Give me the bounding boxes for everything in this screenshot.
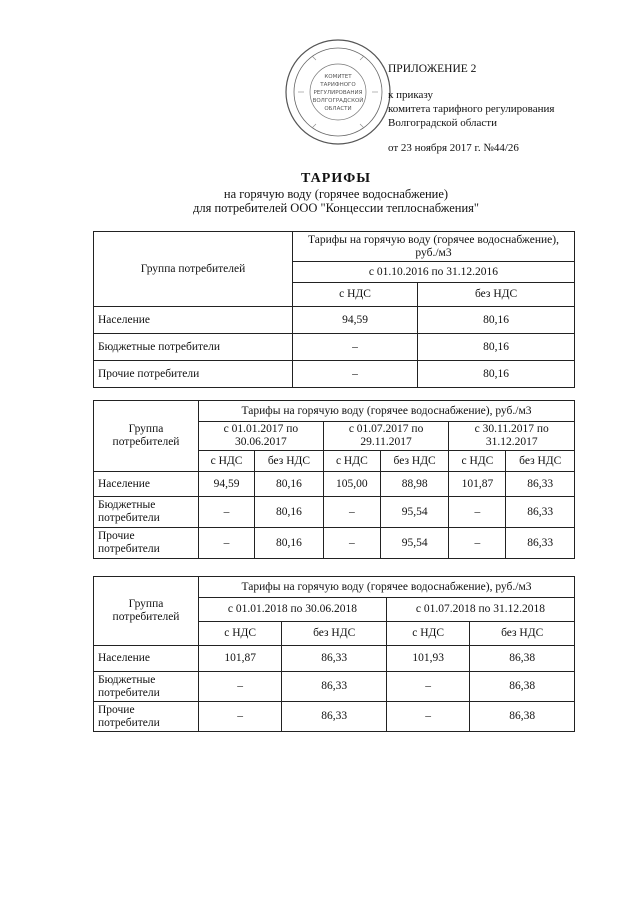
value-cell: – [199, 672, 282, 702]
value-cell: 95,54 [380, 528, 448, 559]
table-row [94, 307, 575, 334]
without-vat-header: без НДС [506, 451, 575, 472]
group-name: Бюджетные потребители [94, 672, 199, 702]
table-row [94, 361, 575, 388]
value-cell: 80,16 [418, 307, 575, 334]
without-vat-header: без НДС [418, 283, 575, 307]
period-header: с 01.01.2018 по 30.06.2018 [199, 598, 387, 622]
value-cell: 94,59 [199, 472, 255, 497]
seal-text-3: ВОЛГОГРАДСКОЙ [312, 98, 364, 104]
period-header: с 01.01.2017 по 30.06.2017 [199, 422, 324, 451]
table-row [94, 497, 575, 528]
value-cell: 86,33 [506, 472, 575, 497]
value-cell: 80,16 [255, 528, 324, 559]
tariff-header: Тарифы на горячую воду (горячее водоснабжение), руб./м3 [199, 401, 575, 422]
group-name: Прочие потребители [94, 528, 199, 559]
value-cell: 88,98 [380, 472, 448, 497]
tariff-table-2017 [93, 400, 575, 559]
value-cell: – [293, 334, 418, 361]
seal-graphic [282, 36, 394, 148]
value-cell: 86,33 [282, 702, 387, 732]
value-cell: 101,87 [449, 472, 506, 497]
seal-text-0: КОМИТЕТ [324, 74, 352, 80]
heading-line-2: для потребителей ООО "Концессии теплоснабжения" [192, 201, 480, 215]
group-name: Население [94, 646, 199, 672]
seal-text-4: ОБЛАСТИ [324, 106, 352, 112]
appendix-title: ПРИЛОЖЕНИЕ 2 [388, 63, 477, 75]
group-name: Прочие потребители [94, 361, 293, 388]
table-row [94, 472, 575, 497]
value-cell: – [386, 672, 469, 702]
official-seal [282, 36, 394, 148]
tariff-table-2018 [93, 576, 575, 732]
period-header: с 30.11.2017 по 31.12.2017 [449, 422, 575, 451]
value-cell: – [199, 497, 255, 528]
appendix-line-2: комитета тарифного регулирования [388, 103, 555, 115]
without-vat-header: без НДС [255, 451, 324, 472]
value-cell: 86,38 [470, 702, 575, 732]
with-vat-header: с НДС [386, 622, 469, 646]
with-vat-header: с НДС [323, 451, 380, 472]
appendix-line-3: Волгоградской области [388, 117, 497, 129]
value-cell: 80,16 [418, 361, 575, 388]
value-cell: 80,16 [255, 497, 324, 528]
without-vat-header: без НДС [380, 451, 448, 472]
table-row [94, 334, 575, 361]
value-cell: – [323, 528, 380, 559]
value-cell: 86,38 [470, 646, 575, 672]
group-name: Прочие потребители [94, 702, 199, 732]
value-cell: 101,93 [386, 646, 469, 672]
value-cell: 80,16 [418, 334, 575, 361]
table-row [94, 702, 575, 732]
appendix-date: от 23 ноября 2017 г. №44/26 [388, 142, 519, 154]
with-vat-header: с НДС [199, 622, 282, 646]
group-name: Бюджетные потребители [94, 497, 199, 528]
seal-text-1: ТАРИФНОГО [320, 82, 356, 88]
tariff-header: Тарифы на горячую воду (горячее водоснабжение), руб./м3 [199, 577, 575, 598]
period-header: с 01.07.2017 по 29.11.2017 [323, 422, 449, 451]
heading-line-1: на горячую воду (горячее водоснабжение) [223, 187, 449, 201]
value-cell: 80,16 [255, 472, 324, 497]
value-cell: – [449, 497, 506, 528]
value-cell: – [199, 702, 282, 732]
tariff-table-2016 [93, 231, 575, 388]
with-vat-header: с НДС [293, 283, 418, 307]
period-header: с 01.10.2016 по 31.12.2016 [293, 262, 575, 283]
value-cell: 101,87 [199, 646, 282, 672]
table-row [94, 528, 575, 559]
group-header: Группа потребителей [94, 232, 293, 307]
period-header: с 01.07.2018 по 31.12.2018 [386, 598, 574, 622]
document-title: ТАРИФЫ [301, 171, 371, 186]
value-cell: – [293, 361, 418, 388]
without-vat-header: без НДС [470, 622, 575, 646]
value-cell: 86,33 [506, 497, 575, 528]
value-cell: – [323, 497, 380, 528]
appendix-line-1: к приказу [388, 89, 434, 101]
value-cell: – [386, 702, 469, 732]
group-name: Население [94, 472, 199, 497]
value-cell: – [199, 528, 255, 559]
value-cell: – [449, 528, 506, 559]
table-row [94, 672, 575, 702]
value-cell: 86,33 [506, 528, 575, 559]
with-vat-header: с НДС [449, 451, 506, 472]
value-cell: 86,33 [282, 646, 387, 672]
value-cell: 105,00 [323, 472, 380, 497]
value-cell: 86,33 [282, 672, 387, 702]
value-cell: 95,54 [380, 497, 448, 528]
table-row [94, 646, 575, 672]
group-header: Группа потребителей [94, 577, 199, 646]
with-vat-header: с НДС [199, 451, 255, 472]
value-cell: 94,59 [293, 307, 418, 334]
value-cell: 86,38 [470, 672, 575, 702]
tariff-header: Тарифы на горячую воду (горячее водоснабжение), руб./м3 [293, 232, 575, 262]
group-header: Группа потребителей [94, 401, 199, 472]
seal-text-2: РЕГУЛИРОВАНИЯ [313, 90, 363, 96]
group-name: Бюджетные потребители [94, 334, 293, 361]
group-name: Население [94, 307, 293, 334]
appendix-block [388, 62, 608, 155]
without-vat-header: без НДС [282, 622, 387, 646]
document-heading [96, 172, 576, 215]
